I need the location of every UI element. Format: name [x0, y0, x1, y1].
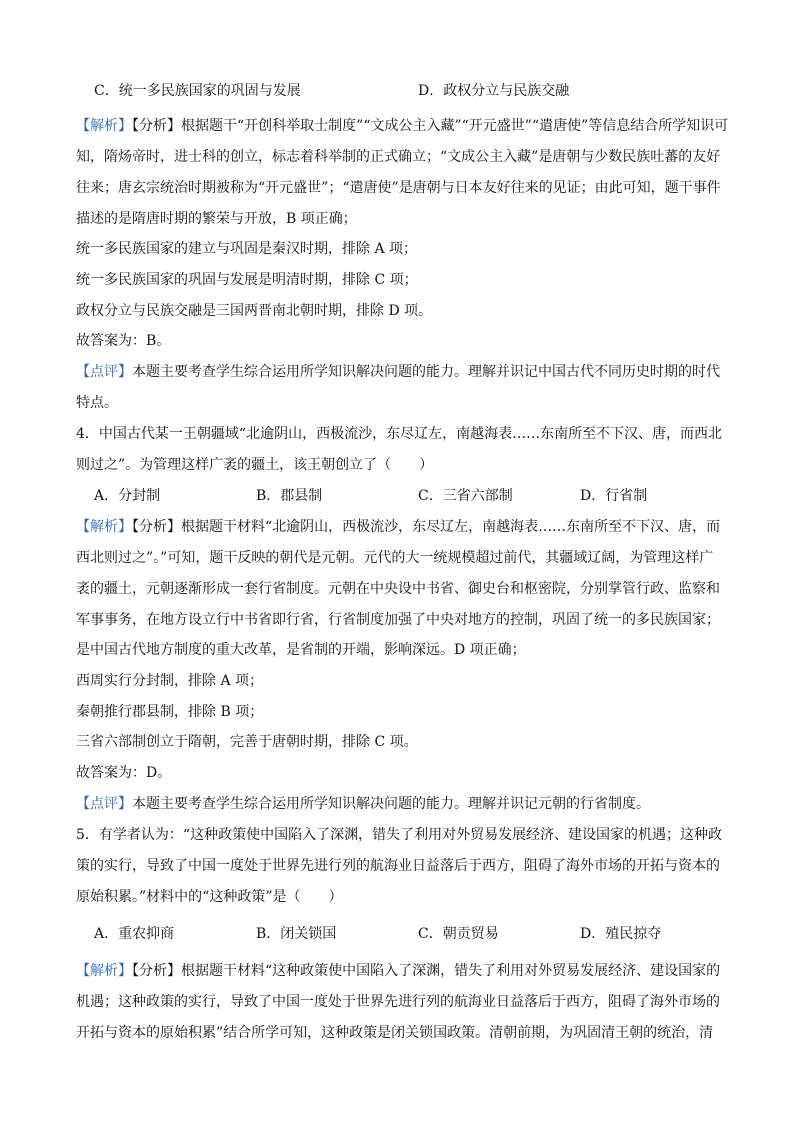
- q4-analysis-line: 西北则过之”。”可知，题干反映的朝代是元朝。元代的大一统规模超过前代，其疆域辽阔，为管理这样广: [76, 550, 714, 566]
- q5-analysis-line: 开拓与资本的原始积累”结合所学可知，这种政策是闭关锁国政策。清朝前期，为巩固清王朝的统治，清: [76, 1025, 714, 1041]
- analysis-tag: 【解析】: [76, 118, 132, 134]
- q5-option-a: A．重农抑商: [94, 926, 175, 942]
- q4-comment-line: 【点评】本题主要考查学生综合运用所学知识解决问题的能力。理解并识记元朝的行省制度。: [76, 796, 650, 812]
- q3-analysis-line: 【解析】【分析】根据题干“开创科举取士制度”“文成公主入藏”“开元盛世”“遣唐使”等信息结合所学知识可: [76, 118, 729, 134]
- q4-option-a: A．分封制: [94, 488, 161, 504]
- comment-tag: 【点评】: [76, 796, 132, 812]
- analysis-tag: 【解析】: [76, 963, 132, 979]
- q5-stem-line: 5．有学者认为：“这种政策使中国陷入了深渊，错失了利用对外贸易发展经济、建设国家的机遇；这种政: [76, 827, 723, 843]
- q5-option-c: C．朝贡贸易: [418, 926, 499, 942]
- q4-analysis-line: 【解析】【分析】根据题干材料“北逾阴山，西极流沙，东尽辽左，南越海表……东南所至不下汉、唐，而: [76, 519, 721, 535]
- fenxi-tag: 【分析】: [132, 519, 181, 535]
- q4-analysis-line: 军事事务，在地方设立行中书省即行省，行省制度加强了中央对地方的控制，巩固了统一的多民族国家；: [76, 612, 720, 628]
- q3-comment-line: 特点。: [76, 395, 118, 411]
- q4-stem-line: 4．中国古代某一王朝疆域“北逾阴山，西极流沙，东尽辽左，南越海表……东南所至不下汉、唐，而西北: [76, 426, 723, 442]
- q3-option-c: C．统一多民族国家的巩固与发展: [94, 83, 301, 99]
- q4-analysis-line: 秦朝推行郡县制，排除 B 项；: [76, 704, 264, 720]
- q3-analysis-line: 知，隋炀帝时，进士科的创立，标志着科举制的正式确立；“文成公主入藏”是唐朝与少数民族吐蕃的友好: [76, 149, 721, 165]
- q3-answer: 故答案为：B。: [76, 333, 171, 349]
- q4-option-b: B．郡县制: [256, 488, 323, 504]
- q4-stem-line: 则过之”。为管理这样广袤的疆土，该王朝创立了（ ）: [76, 457, 434, 473]
- q3-analysis-line: 统一多民族国家的巩固与发展是明清时期，排除 C 项；: [76, 272, 418, 288]
- comment-tag: 【点评】: [76, 364, 132, 380]
- q5-stem-line: 策的实行，导致了中国一度处于世界先进行列的航海业日益落后于西方，阻碍了海外市场的开拓与资本的: [76, 858, 720, 874]
- q4-analysis-line: 是中国古代地方制度的重大改革，是省制的开端，影响深远。D 项正确；: [76, 642, 526, 658]
- q4-analysis-line: 袤的疆土，元朝逐渐形成一套行省制度。元朝在中央设中书省、御史台和枢密院，分别掌管行政、监察和: [76, 581, 720, 597]
- q5-option-d: D．殖民掠夺: [580, 926, 662, 942]
- q5-analysis-line: 【解析】【分析】根据题干材料“这种政策使中国陷入了深渊，错失了利用对外贸易发展经济、建设国家的: [76, 963, 721, 979]
- q4-analysis-line: 西周实行分封制，排除 A 项；: [76, 673, 264, 689]
- fenxi-tag: 【分析】: [132, 118, 181, 134]
- q3-option-d: D．政权分立与民族交融: [418, 83, 570, 99]
- q4-answer: 故答案为：D。: [76, 765, 172, 781]
- q3-analysis-line: 政权分立与民族交融是三国两晋南北朝时期，排除 D 项。: [76, 303, 433, 319]
- q3-comment-line: 【点评】本题主要考查学生综合运用所学知识解决问题的能力。理解并识记中国古代不同历史时期的时代: [76, 364, 720, 380]
- analysis-tag: 【解析】: [76, 519, 132, 535]
- q4-option-d: D．行省制: [580, 488, 648, 504]
- fenxi-tag: 【分析】: [132, 963, 181, 979]
- q5-stem-line: 原始积累。”材料中的“这种政策”是（ ）: [76, 889, 343, 905]
- q5-option-b: B．闭关锁国: [256, 926, 337, 942]
- q3-analysis-line: 描述的是隋唐时期的繁荣与开放，B 项正确；: [76, 211, 357, 227]
- q4-option-c: C．三省六部制: [418, 488, 513, 504]
- q3-analysis-line: 往来；唐玄宗统治时期被称为“开元盛世”；“遣唐使”是唐朝与日本友好往来的见证；由此可知，题干事件: [76, 180, 721, 196]
- q5-analysis-line: 机遇；这种政策的实行，导致了中国一度处于世界先进行列的航海业日益落后于西方，阻碍了海外市场的: [76, 994, 720, 1010]
- q3-analysis-line: 统一多民族国家的建立与巩固是秦汉时期，排除 A 项；: [76, 241, 418, 257]
- q4-analysis-line: 三省六部制创立于隋朝，完善于唐朝时期，排除 C 项。: [76, 734, 418, 750]
